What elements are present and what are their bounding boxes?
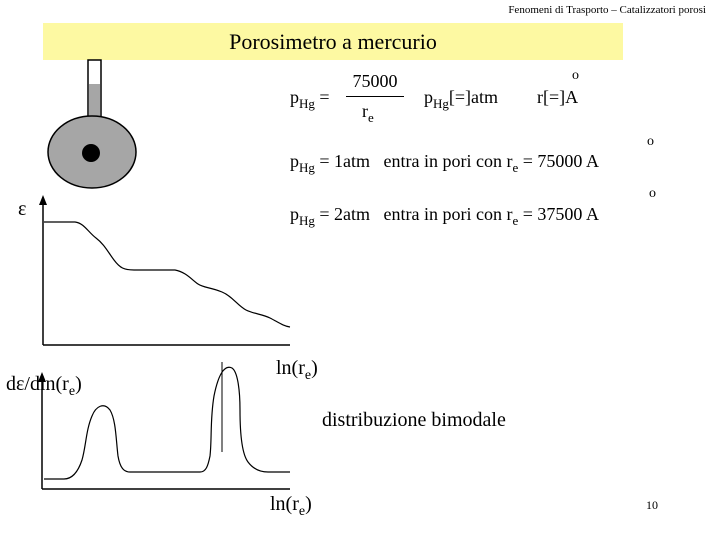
eq1-angstrom-ring: o <box>572 68 579 83</box>
eq1-denominator <box>362 102 374 124</box>
page-number: 10 <box>646 498 658 512</box>
eq1-p: p <box>290 87 299 107</box>
bottom-x-label-close: ) <box>305 493 312 515</box>
top-x-label-sub: e <box>304 368 312 383</box>
bottom-plot-y-label <box>6 374 82 399</box>
eq3-value: = 2atm <box>319 204 371 224</box>
eq1-p-sub: Hg <box>299 96 315 111</box>
eq3-text: entra in pori con r <box>383 204 513 224</box>
bottom-y-label-close: ) <box>75 373 82 395</box>
eq3-unit: A <box>585 204 599 224</box>
eq1-equals: = <box>319 87 330 107</box>
eq1-r-units <box>537 88 578 106</box>
eq2-unit: A <box>585 151 599 171</box>
eq1-fraction-bar <box>346 96 404 97</box>
bottom-y-label-text: dε/dln(r <box>6 373 69 395</box>
top-x-label-close: ) <box>311 357 318 379</box>
eq3-r-sub: e <box>512 213 519 228</box>
eq3-p: p <box>290 204 299 224</box>
eq1-denominator-r: r <box>362 101 368 121</box>
eq2-r-sub: e <box>512 160 519 175</box>
top-plot-x-label <box>276 358 318 383</box>
equation-1 <box>290 88 330 110</box>
eq1-r-text: r[=] <box>537 87 566 107</box>
bottom-plot-x-label <box>270 494 312 519</box>
eq2-angstrom-ring: o <box>647 134 654 149</box>
equation-2 <box>290 152 599 174</box>
eq1-units-p: p <box>424 87 433 107</box>
eq1-unit: A <box>565 87 579 107</box>
bimodal-annotation: distribuzione bimodale <box>322 409 506 431</box>
bottom-x-label-text: ln(r <box>270 493 299 515</box>
eq2-rvalue: = 75000 <box>522 151 583 171</box>
slide-title: Porosimetro a mercurio <box>229 29 437 54</box>
eq2-text: entra in pori con r <box>383 151 513 171</box>
eq1-denominator-sub: e <box>368 110 374 125</box>
cumulative-curve <box>44 222 290 327</box>
top-x-label-text: ln(r <box>276 357 305 379</box>
eq1-units <box>424 88 498 110</box>
top-plot-y-label: ε <box>18 198 27 220</box>
eq3-angstrom-ring: o <box>649 186 656 201</box>
eq1-units-p-sub: Hg <box>433 96 449 111</box>
equation-3 <box>290 205 599 227</box>
eq3-p-sub: Hg <box>299 213 315 228</box>
eq2-p: p <box>290 151 299 171</box>
sample-dot <box>82 144 100 162</box>
eq1-numerator: 75000 <box>352 71 398 91</box>
bottom-y-label-sub: e <box>68 384 76 399</box>
eq2-value: = 1atm <box>319 151 371 171</box>
slide-header: Fenomeni di Trasporto – Catalizzatori porosi <box>508 4 706 16</box>
mercury-column <box>89 84 100 120</box>
top-y-arrow <box>39 195 47 205</box>
eq3-rvalue: = 37500 <box>522 204 583 224</box>
bottom-x-label-sub: e <box>298 504 306 519</box>
eq2-p-sub: Hg <box>299 160 315 175</box>
eq1-units-p-text: [=]atm <box>448 87 499 107</box>
